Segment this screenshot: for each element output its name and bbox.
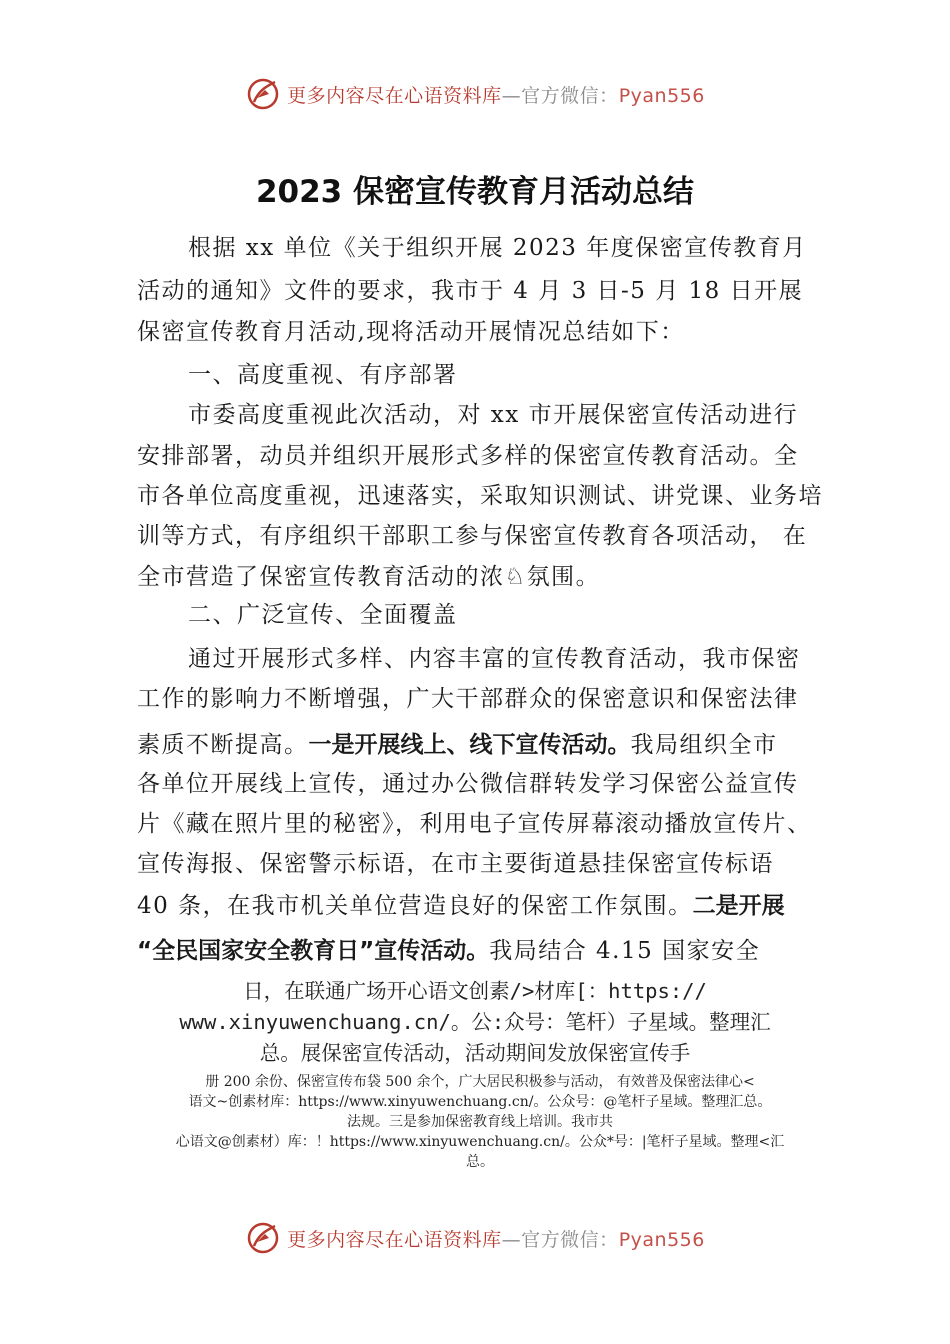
banner-wechat-label: 官方微信： xyxy=(521,1228,619,1251)
paragraph-line: 安排部署，动员并组织开展形式多样的保密宣传教育活动。全 xyxy=(137,443,799,469)
text-run: 40 条，在我市机关单位营造良好的保密工作氛围。 xyxy=(137,893,693,919)
banner-main-text: 更多内容尽在心语资料库 xyxy=(287,1228,502,1251)
header-watermark-banner xyxy=(0,72,950,116)
mixed-line: 总。展保密宣传活动，活动期间发放保密宣传手 xyxy=(259,1041,691,1065)
banner-main-text: 更多内容尽在心语资料库 xyxy=(287,84,502,107)
paragraph-line: 通过开展形式多样、内容丰富的宣传教育活动，我市保密 xyxy=(188,646,801,672)
paragraph-line: 市委高度重视此次活动，对 xx 市开展保密宣传活动进行 xyxy=(188,402,799,428)
paragraph-line: 训等方式，有序组织干部职工参与保密宣传教育各项活动， 在 xyxy=(137,523,808,549)
text-run: 素质不断提高。 xyxy=(137,732,309,758)
paragraph-line: 宣传海报、保密警示标语，在市主要街道悬挂保密宣传标语 xyxy=(137,851,774,877)
paragraph-line: 保密宣传教育月活动,现将活动开展情况总结如下： xyxy=(137,319,685,345)
text-run: 我局组织全市 xyxy=(630,732,778,758)
paragraph-line: 市各单位高度重视，迅速落实，采取知识测试、讲党课、业务培 xyxy=(137,483,823,509)
paragraph-line: 全市营造了保密宣传教育活动的浓♘氛围。 xyxy=(137,564,601,590)
paragraph-line: 工作的影响力不断增强，广大干部群众的保密意识和保密法律 xyxy=(137,686,799,712)
banner-dash: — xyxy=(501,84,522,107)
footer-watermark-banner xyxy=(0,1216,950,1260)
mixed-line: www.xinyuwenchuang.cn/。公:众号：笔杆）子星域。整理汇 xyxy=(179,1010,771,1034)
paragraph-line: 各单位开展线上宣传，通过办公微信群转发学习保密公益宣传 xyxy=(137,771,799,797)
bold-run: 一是开展线上、线下宣传活动。 xyxy=(308,732,631,758)
small-line: 语文~创素材库：https://www.xinyuwenchuang.cn/。公众号：@笔杆子星域。整理汇总。 xyxy=(188,1094,772,1110)
section-heading: 一、高度重视、有序部署 xyxy=(188,362,458,388)
paragraph-line xyxy=(137,891,785,921)
small-text-block xyxy=(110,1072,850,1172)
small-line: 总。 xyxy=(466,1154,494,1170)
bold-run: “全民国家安全教育日”宣传活动。 xyxy=(137,938,490,964)
banner-text xyxy=(287,1225,705,1252)
paragraph-line: 片《藏在照片里的秘密》，利用电子宣传屏幕滚动播放宣传片、 xyxy=(137,811,812,837)
small-line: 册 200 余份、保密宣传布袋 500 余个，广大居民积极参与活动， 有效普及保密法律心< xyxy=(205,1074,755,1090)
banner-wechat-label: 官方微信： xyxy=(521,84,619,107)
brand-logo-icon xyxy=(245,1220,281,1256)
text-run: 我局结合 4.15 国家安全 xyxy=(489,938,761,964)
bold-run: 二是开展 xyxy=(692,893,785,919)
mixed-text-block xyxy=(120,976,830,1069)
paragraph-line: 活动的通知》文件的要求，我市于 4 月 3 日-5 月 18 日开展 xyxy=(137,278,804,304)
banner-wechat-id: Pyan556 xyxy=(618,84,705,107)
small-line: 法规。三是参加保密教育线上培训。我市共 xyxy=(347,1114,613,1130)
banner-wechat-id: Pyan556 xyxy=(618,1228,705,1251)
paragraph-line xyxy=(137,730,778,760)
paragraph-line: 根据 xx 单位《关于组织开展 2023 年度保密宣传教育月 xyxy=(188,235,807,261)
banner-text xyxy=(287,81,705,108)
paragraph-line xyxy=(137,936,760,966)
small-line: 心语文@创素材）库：！https://www.xinyuwenchuang.cn/。公众*号：|笔杆子星域。整理<汇 xyxy=(175,1134,785,1150)
banner-dash: — xyxy=(501,1228,522,1251)
section-heading: 二、广泛宣传、全面覆盖 xyxy=(188,602,458,628)
brand-logo-icon xyxy=(245,76,281,112)
document-title: 2023 保密宣传教育月活动总结 xyxy=(255,174,695,210)
mixed-line: 日，在联通广场开心语文创素/>材库[：https:// xyxy=(243,979,707,1003)
